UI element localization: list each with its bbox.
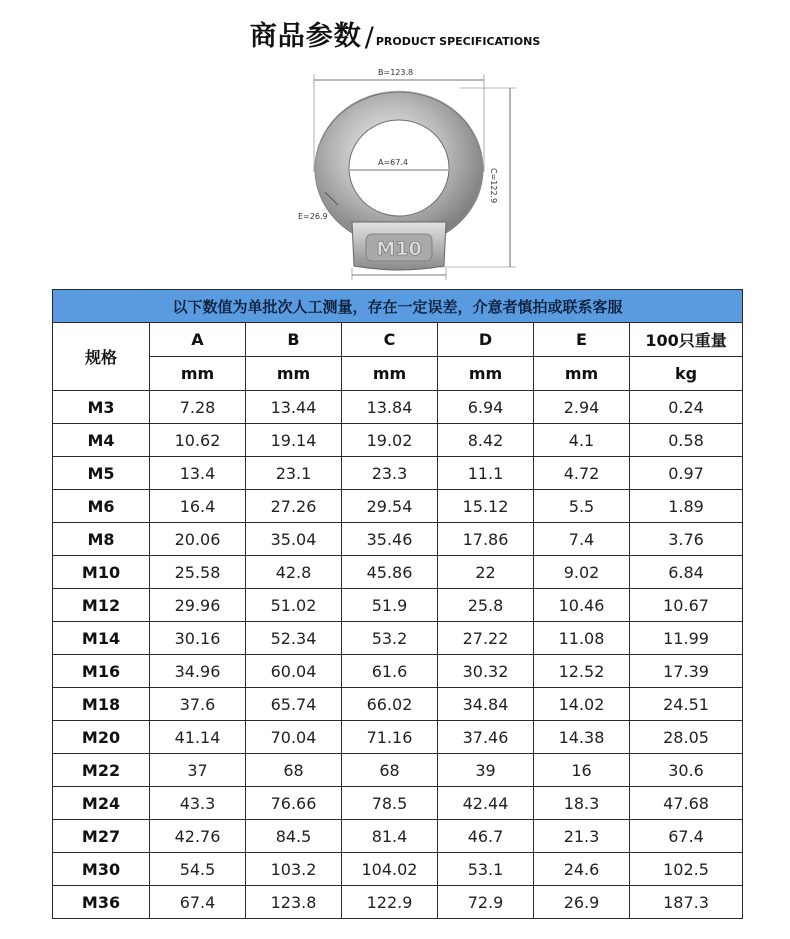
value-cell: 11.08 xyxy=(534,622,630,655)
value-cell: 42.76 xyxy=(150,820,246,853)
size-cell: M27 xyxy=(53,820,150,853)
size-cell: M30 xyxy=(53,853,150,886)
table-row xyxy=(53,787,743,820)
value-cell: 15.12 xyxy=(438,490,534,523)
value-cell: 5.5 xyxy=(534,490,630,523)
value-cell: 35.04 xyxy=(246,523,342,556)
value-cell: 10.62 xyxy=(150,424,246,457)
value-cell: 4.1 xyxy=(534,424,630,457)
value-cell: 25.8 xyxy=(438,589,534,622)
value-cell: 25.58 xyxy=(150,556,246,589)
value-cell: 4.72 xyxy=(534,457,630,490)
value-cell: 67.4 xyxy=(630,820,743,853)
value-cell: 34.96 xyxy=(150,655,246,688)
size-cell: M4 xyxy=(53,424,150,457)
value-cell: 37.46 xyxy=(438,721,534,754)
value-cell: 13.84 xyxy=(342,391,438,424)
value-cell: 37.6 xyxy=(150,688,246,721)
value-cell: 104.02 xyxy=(342,853,438,886)
col-unit: mm xyxy=(246,357,342,391)
title-slash: / xyxy=(364,22,374,53)
table-row xyxy=(53,655,743,688)
spec-table xyxy=(52,289,743,919)
eye-nut-diagram xyxy=(280,62,540,282)
value-cell: 27.26 xyxy=(246,490,342,523)
col-header: D xyxy=(438,323,534,357)
value-cell: 12.52 xyxy=(534,655,630,688)
header-row xyxy=(53,323,743,357)
table-row xyxy=(53,820,743,853)
value-cell: 42.8 xyxy=(246,556,342,589)
eye-nut-drawing xyxy=(280,62,540,282)
value-cell: 30.32 xyxy=(438,655,534,688)
value-cell: 37 xyxy=(150,754,246,787)
value-cell: 16 xyxy=(534,754,630,787)
value-cell: 17.39 xyxy=(630,655,743,688)
value-cell: 21.3 xyxy=(534,820,630,853)
value-cell: 53.2 xyxy=(342,622,438,655)
table-row xyxy=(53,457,743,490)
size-cell: M10 xyxy=(53,556,150,589)
value-cell: 11.99 xyxy=(630,622,743,655)
value-cell: 20.06 xyxy=(150,523,246,556)
value-cell: 72.9 xyxy=(438,886,534,919)
notice-row xyxy=(53,290,743,323)
table-row xyxy=(53,490,743,523)
value-cell: 45.86 xyxy=(342,556,438,589)
value-cell: 29.54 xyxy=(342,490,438,523)
page-title xyxy=(0,14,790,53)
dim-c-label: C=122.9 xyxy=(489,168,498,204)
value-cell: 30.16 xyxy=(150,622,246,655)
value-cell: 11.1 xyxy=(438,457,534,490)
value-cell: 187.3 xyxy=(630,886,743,919)
value-cell: 9.02 xyxy=(534,556,630,589)
table-row xyxy=(53,523,743,556)
value-cell: 122.9 xyxy=(342,886,438,919)
value-cell: 35.46 xyxy=(342,523,438,556)
value-cell: 23.1 xyxy=(246,457,342,490)
value-cell: 23.3 xyxy=(342,457,438,490)
size-cell: M8 xyxy=(53,523,150,556)
value-cell: 30.6 xyxy=(630,754,743,787)
value-cell: 6.84 xyxy=(630,556,743,589)
value-cell: 81.4 xyxy=(342,820,438,853)
size-cell: M12 xyxy=(53,589,150,622)
value-cell: 27.22 xyxy=(438,622,534,655)
size-cell: M14 xyxy=(53,622,150,655)
size-cell: M22 xyxy=(53,754,150,787)
value-cell: 102.5 xyxy=(630,853,743,886)
value-cell: 51.9 xyxy=(342,589,438,622)
value-cell: 103.2 xyxy=(246,853,342,886)
value-cell: 14.02 xyxy=(534,688,630,721)
value-cell: 26.9 xyxy=(534,886,630,919)
size-cell: M5 xyxy=(53,457,150,490)
col-unit: mm xyxy=(342,357,438,391)
col-header: B xyxy=(246,323,342,357)
value-cell: 54.5 xyxy=(150,853,246,886)
value-cell: 53.1 xyxy=(438,853,534,886)
value-cell: 19.14 xyxy=(246,424,342,457)
value-cell: 71.16 xyxy=(342,721,438,754)
table-row xyxy=(53,589,743,622)
value-cell: 29.96 xyxy=(150,589,246,622)
size-cell: M36 xyxy=(53,886,150,919)
title-en: PRODUCT SPECIFICATIONS xyxy=(375,35,541,48)
value-cell: 78.5 xyxy=(342,787,438,820)
value-cell: 7.28 xyxy=(150,391,246,424)
value-cell: 70.04 xyxy=(246,721,342,754)
dim-a-label: A=67.4 xyxy=(378,158,408,167)
value-cell: 10.46 xyxy=(534,589,630,622)
col-header: E xyxy=(534,323,630,357)
value-cell: 65.74 xyxy=(246,688,342,721)
value-cell: 22 xyxy=(438,556,534,589)
value-cell: 51.02 xyxy=(246,589,342,622)
value-cell: 0.58 xyxy=(630,424,743,457)
value-cell: 24.6 xyxy=(534,853,630,886)
notice-text: 以下数值为单批次人工测量，存在一定误差，介意者慎拍或联系客服 xyxy=(53,290,743,323)
col-unit: kg xyxy=(630,357,743,391)
table-row xyxy=(53,853,743,886)
value-cell: 47.68 xyxy=(630,787,743,820)
size-cell: M6 xyxy=(53,490,150,523)
value-cell: 13.4 xyxy=(150,457,246,490)
value-cell: 7.4 xyxy=(534,523,630,556)
value-cell: 68 xyxy=(246,754,342,787)
value-cell: 8.42 xyxy=(438,424,534,457)
table-row xyxy=(53,721,743,754)
value-cell: 19.02 xyxy=(342,424,438,457)
value-cell: 2.94 xyxy=(534,391,630,424)
table-row xyxy=(53,754,743,787)
value-cell: 10.67 xyxy=(630,589,743,622)
value-cell: 68 xyxy=(342,754,438,787)
value-cell: 76.66 xyxy=(246,787,342,820)
size-header: 规格 xyxy=(53,323,150,391)
value-cell: 60.04 xyxy=(246,655,342,688)
value-cell: 42.44 xyxy=(438,787,534,820)
table-row xyxy=(53,424,743,457)
col-unit: mm xyxy=(438,357,534,391)
col-unit: mm xyxy=(534,357,630,391)
table-row xyxy=(53,622,743,655)
value-cell: 67.4 xyxy=(150,886,246,919)
size-cell: M24 xyxy=(53,787,150,820)
value-cell: 3.76 xyxy=(630,523,743,556)
value-cell: 17.86 xyxy=(438,523,534,556)
value-cell: 66.02 xyxy=(342,688,438,721)
size-cell: M16 xyxy=(53,655,150,688)
value-cell: 24.51 xyxy=(630,688,743,721)
col-unit: mm xyxy=(150,357,246,391)
value-cell: 39 xyxy=(438,754,534,787)
value-cell: 14.38 xyxy=(534,721,630,754)
value-cell: 18.3 xyxy=(534,787,630,820)
value-cell: 84.5 xyxy=(246,820,342,853)
table-row xyxy=(53,391,743,424)
col-header: C xyxy=(342,323,438,357)
value-cell: 13.44 xyxy=(246,391,342,424)
title-cn: 商品参数 xyxy=(249,21,362,52)
col-header: 100只重量 xyxy=(630,323,743,357)
col-header: A xyxy=(150,323,246,357)
size-cell: M3 xyxy=(53,391,150,424)
dim-e-label: E=26.9 xyxy=(298,212,328,221)
value-cell: 0.24 xyxy=(630,391,743,424)
table-row xyxy=(53,556,743,589)
base-stamp: M10 xyxy=(376,238,422,260)
unit-row xyxy=(53,357,743,391)
dim-b-label: B=123.8 xyxy=(378,68,414,77)
size-cell: M18 xyxy=(53,688,150,721)
value-cell: 61.6 xyxy=(342,655,438,688)
value-cell: 34.84 xyxy=(438,688,534,721)
value-cell: 6.94 xyxy=(438,391,534,424)
value-cell: 123.8 xyxy=(246,886,342,919)
size-cell: M20 xyxy=(53,721,150,754)
value-cell: 41.14 xyxy=(150,721,246,754)
value-cell: 46.7 xyxy=(438,820,534,853)
table-row xyxy=(53,688,743,721)
table-row xyxy=(53,886,743,919)
value-cell: 52.34 xyxy=(246,622,342,655)
value-cell: 28.05 xyxy=(630,721,743,754)
value-cell: 16.4 xyxy=(150,490,246,523)
value-cell: 43.3 xyxy=(150,787,246,820)
value-cell: 1.89 xyxy=(630,490,743,523)
value-cell: 0.97 xyxy=(630,457,743,490)
